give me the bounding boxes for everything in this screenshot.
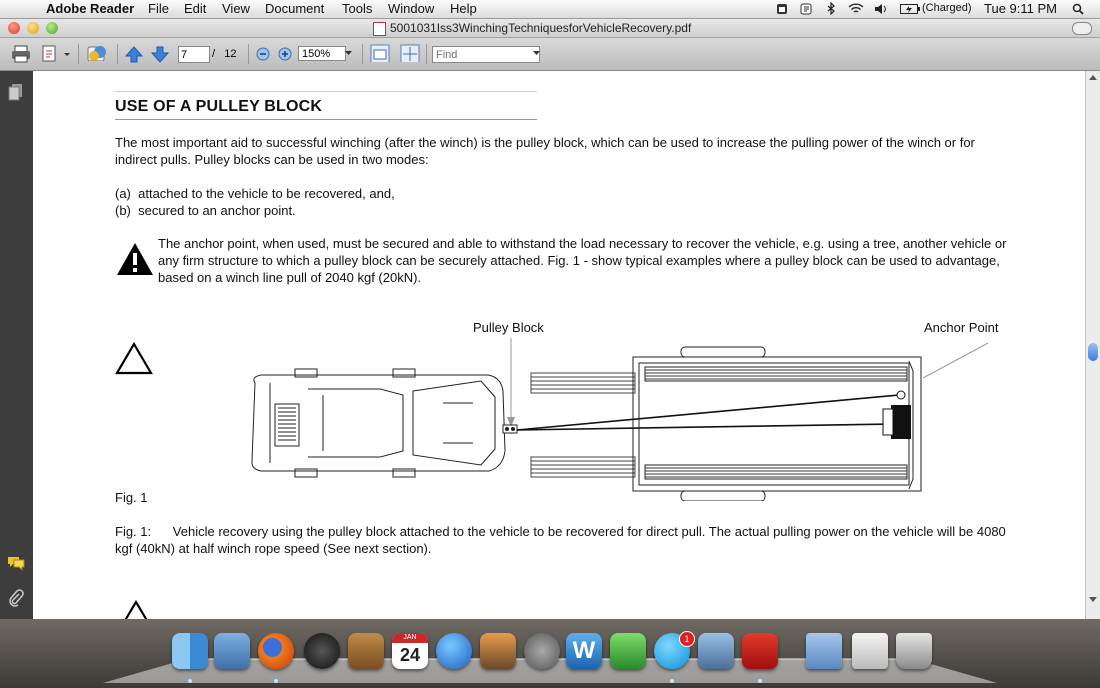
pdf-document-icon [373,22,386,36]
heading-bottom-rule [115,119,537,120]
menu-document[interactable]: Document [265,1,325,16]
fit-width-icon[interactable] [370,44,390,62]
next-page-icon[interactable] [150,45,170,63]
trash-icon[interactable] [896,633,932,669]
toolbar-separator [426,44,427,64]
comments-panel-icon[interactable] [6,555,26,571]
firefox-icon[interactable] [258,633,294,669]
vertical-scrollbar[interactable] [1085,71,1100,619]
clock[interactable]: Tue 9:11 PM [984,1,1057,16]
heading-top-rule [115,91,537,92]
running-indicator [188,679,192,683]
fit-page-icon[interactable] [400,44,420,62]
running-indicator [758,679,762,683]
window-title-bar [0,19,1100,38]
warning-paragraph: The anchor point, when used, must be secured and able to withstand the load necessary to recover the vehicle, e.g. using a tree, another vehicle or any firm structure to which a pulley block can be securely attached. Fig. 1 - show typical examples where a pulley block can be used to advantage, based on a winch line pull of 2040 kgf (20kN). [158,236,1007,285]
ical-icon[interactable] [392,633,428,669]
mode-list [115,185,1017,219]
warning-filled-icon [115,241,155,277]
zoom-in-icon[interactable] [278,47,292,65]
mode-item [115,202,1017,219]
window-title: 5001031Iss3WinchingTechniquesforVehicleRecovery.pdf [390,21,692,35]
previous-page-icon[interactable] [124,45,144,63]
recovered-vehicle [252,369,505,477]
itunes-icon[interactable] [436,633,472,669]
dock [0,619,1100,688]
finder-icon[interactable] [172,633,208,669]
anchor-point-pointer [923,343,988,378]
zoom-window-button[interactable] [46,22,58,34]
winch-unit [891,405,911,439]
mode-text: secured to an anchor point. [138,203,296,218]
mode-item [115,185,1017,202]
zoom-level-select[interactable] [298,46,346,61]
caption-marker: Fig. 1: [115,524,152,539]
pdf-page [33,71,1085,619]
zoom-level: 150% [302,48,331,60]
calendar-month: JAN [392,633,428,643]
print-icon[interactable] [10,45,32,63]
anchor-pulley-shape [897,391,905,399]
warning-outline-icon [119,599,153,619]
attachments-panel-icon[interactable] [8,589,24,607]
dashboard-icon[interactable] [304,633,340,669]
mode-text: attached to the vehicle to be recovered, and, [138,186,395,201]
mail-icon[interactable] [214,633,250,669]
app-menu[interactable]: Adobe Reader [46,1,135,16]
calendar-day: 24 [399,645,421,665]
running-indicator [274,679,278,683]
intro-paragraph: The most important aid to successful winching (after the winch) is the pulley block, which can be used to increase the pulling power of the winch or for indirect pulls. Pulley blocks can be used in two modes: [115,135,975,167]
running-indicator [670,679,674,683]
volume-icon[interactable] [874,3,888,15]
section-heading: USE OF A PULLEY BLOCK [115,98,323,115]
address-book-icon[interactable] [348,633,384,669]
anchor-point-label: Anchor Point [924,320,999,335]
word-icon[interactable]: W [566,633,602,669]
navigation-pane [0,71,33,619]
excel-icon[interactable] [610,633,646,669]
toolbar-separator [117,44,118,64]
menu-tools[interactable]: Tools [342,1,373,16]
photo-booth-icon[interactable] [698,633,734,669]
page-number-input[interactable] [178,46,210,63]
battery-status: (Charged) [922,2,972,14]
menu-window[interactable]: Window [388,1,435,16]
page-total [212,48,236,60]
applications-folder-icon[interactable] [806,633,842,669]
document-view[interactable] [33,71,1085,619]
menu-bar [0,0,1100,19]
page-total-count: 12 [224,48,237,60]
adobe-reader-icon[interactable] [742,633,778,669]
toolbar-separator [362,44,363,64]
time-machine-icon[interactable] [776,3,788,15]
scroll-thumb[interactable] [1088,343,1098,361]
pulley-block-figure [33,311,1085,501]
zoom-dropdown-chevron-icon[interactable] [345,51,353,69]
wifi-icon[interactable] [848,2,864,15]
menu-file[interactable]: File [148,1,169,16]
menu-edit[interactable]: Edit [184,1,207,16]
zoom-out-icon[interactable] [256,47,270,65]
menu-help[interactable]: Help [450,1,477,16]
skype-badge: 1 [679,631,695,647]
mode-marker: (a) [115,186,131,201]
pages-panel-icon[interactable] [8,83,24,101]
page-separator: / [212,48,216,60]
battery-icon[interactable] [900,4,920,14]
mode-marker: (b) [115,203,131,218]
scroll-down-icon[interactable] [1089,597,1097,603]
find-options-chevron-icon[interactable] [533,51,541,69]
toolbar-toggle-button[interactable] [1072,22,1092,35]
toolbar-separator [248,44,249,64]
script-menu-icon[interactable] [800,3,812,15]
caption-text: Vehicle recovery using the pulley block attached to the vehicle to be recovered for direct pull. The actual pulling power on the vehicle will be 4080 kgf (40kN) at half winch rope speed (See next section). [115,524,1006,556]
iphoto-icon[interactable] [480,633,516,669]
pulley-block-label: Pulley Block [473,320,544,335]
toolbar-separator [78,44,79,64]
menu-view[interactable]: View [222,1,250,16]
scroll-up-icon[interactable] [1089,75,1097,81]
toolbar [0,38,1100,71]
system-preferences-icon[interactable] [524,633,560,669]
minimize-window-button[interactable] [27,22,39,34]
create-pdf-icon[interactable] [40,45,70,63]
collaborate-icon[interactable] [86,43,110,61]
bluetooth-icon[interactable] [826,2,836,15]
figure-caption [115,523,1017,557]
spotlight-icon[interactable] [1072,3,1084,15]
find-input[interactable] [432,46,540,63]
downloads-stack-icon[interactable] [852,633,888,669]
figure-label: Fig. 1 [115,490,148,505]
track-marks [531,373,635,477]
close-window-button[interactable] [8,22,20,34]
